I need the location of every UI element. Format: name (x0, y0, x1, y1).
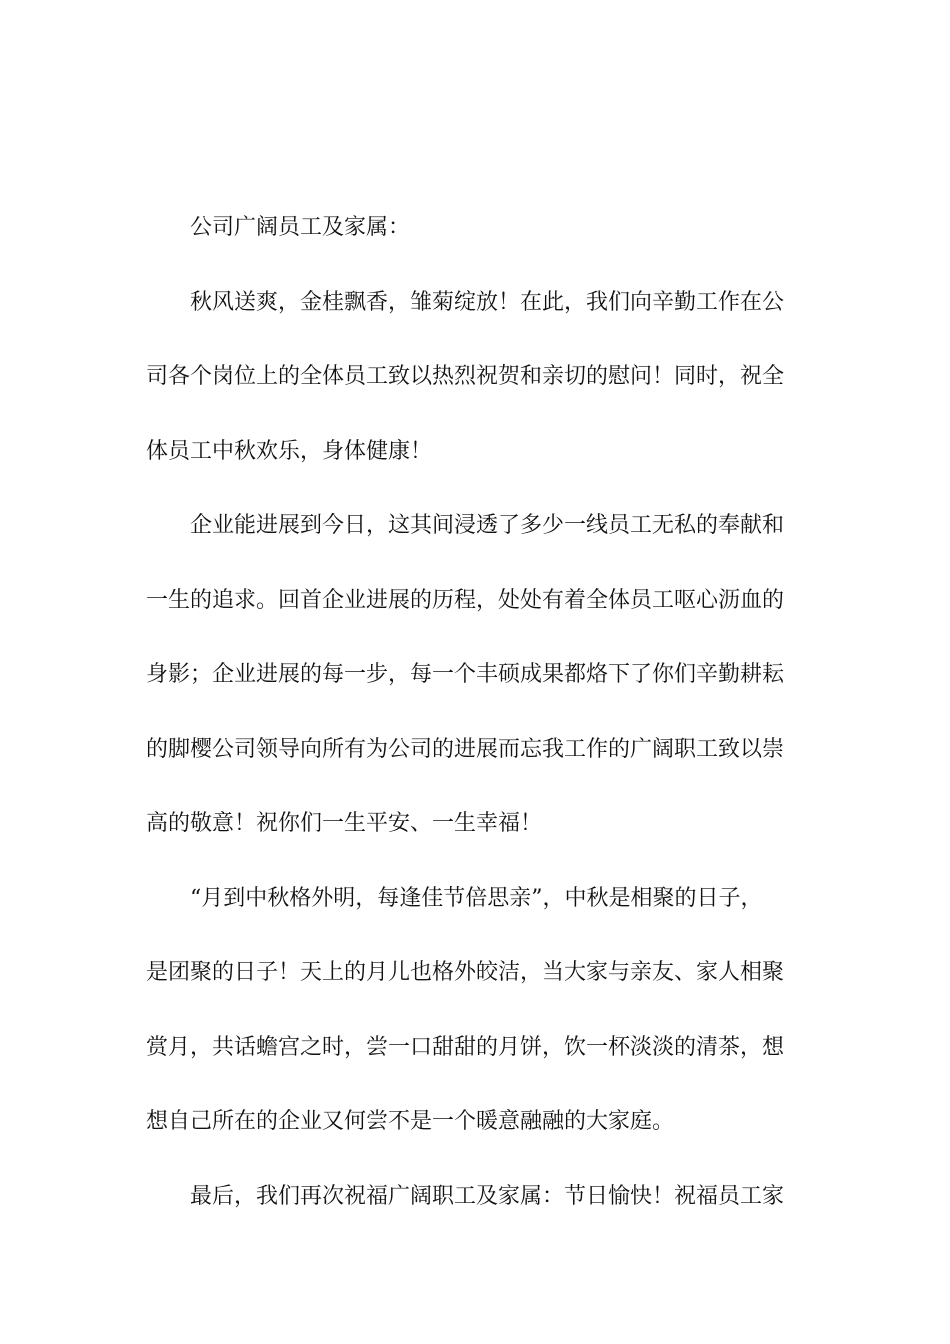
paragraph-4-line-1: 最后，我们再次祝福广阔职工及家属：节日愉快！祝福员工家 (190, 1184, 785, 1209)
paragraph-2-line-3: 身影；企业进展的每一步，每一个丰硕成果都烙下了你们辛勤耕耘 (146, 662, 785, 687)
salutation: 公司广阔员工及家属： (190, 215, 411, 240)
paragraph-2-line-5: 高的敬意！祝你们一生平安、一生幸福！ (146, 811, 543, 836)
paragraph-3-line-3: 赏月，共话蟾宫之时，尝一口甜甜的月饼，饮一杯淡淡的清茶，想 (146, 1035, 785, 1060)
paragraph-2-line-4: 的脚樱公司领导向所有为公司的进展而忘我工作的广阔职工致以崇 (146, 737, 785, 762)
paragraph-2-line-2: 一生的追求。回首企业进展的历程，处处有着全体员工呕心沥血的 (146, 588, 785, 613)
paragraph-2-line-1: 企业能进展到今日，这其间浸透了多少一线员工无私的奉献和 (190, 513, 785, 538)
paragraph-3-line-4: 想自己所在的企业又何尝不是一个暖意融融的大家庭。 (146, 1109, 675, 1134)
paragraph-1-line-1: 秋风送爽，金桂飘香，雏菊绽放！在此，我们向辛勤工作在公 (190, 290, 785, 315)
paragraph-1-line-3: 体员工中秋欢乐，身体健康！ (146, 439, 433, 464)
paragraph-3-line-1: “月到中秋格外明，每逢佳节倍思亲”，中秋是相聚的日子， (190, 886, 763, 911)
paragraph-3-line-2: 是团聚的日子！天上的月儿也格外皎洁，当大家与亲友、家人相聚 (146, 960, 785, 985)
paragraph-1-line-2: 司各个岗位上的全体员工致以热烈祝贺和亲切的慰问！同时，祝全 (146, 364, 785, 389)
